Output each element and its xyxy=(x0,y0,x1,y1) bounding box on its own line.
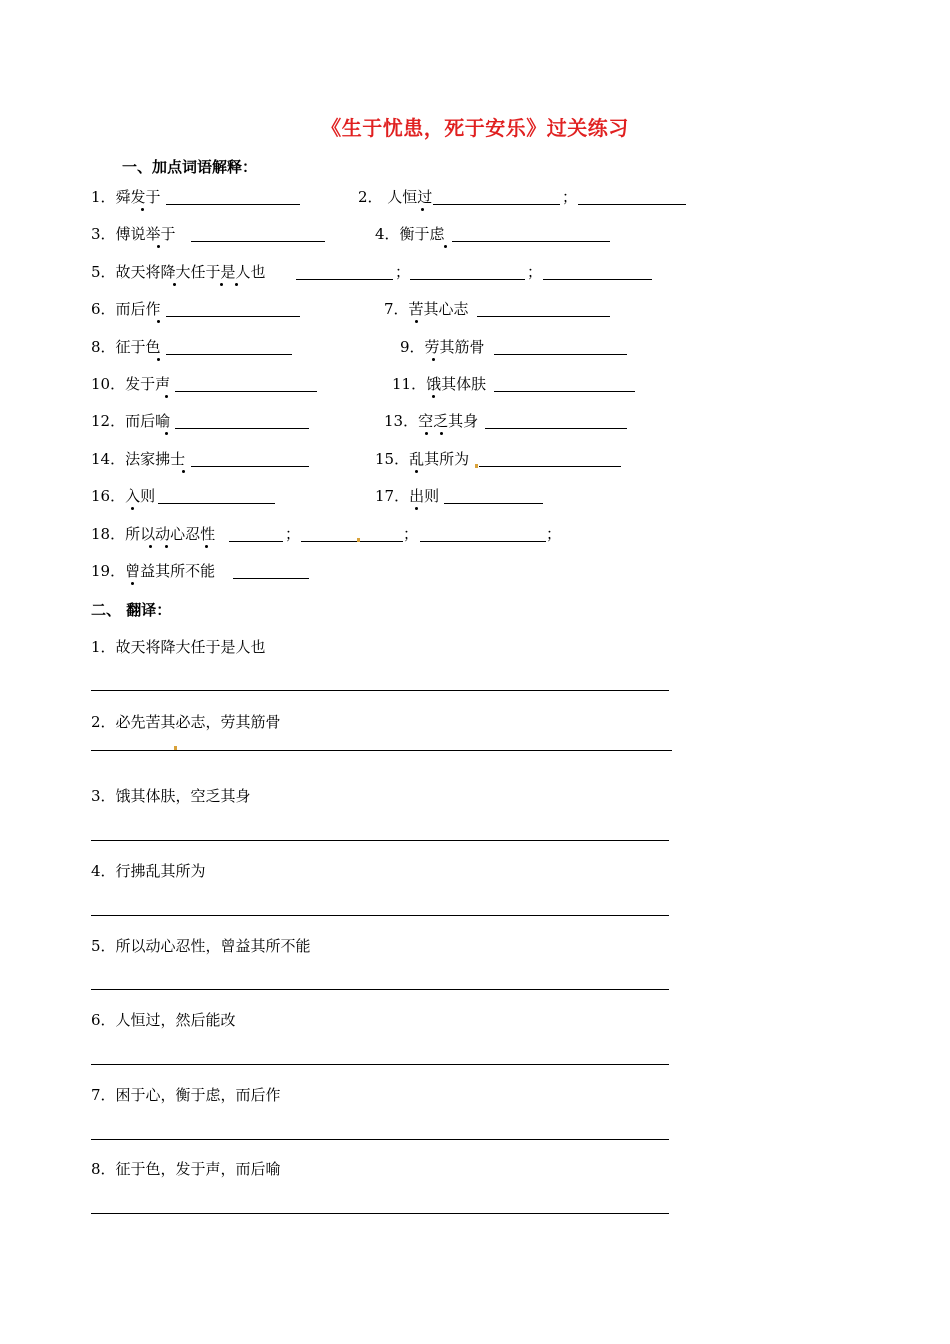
vocab-item-13: 13．空乏其身 xyxy=(384,412,479,430)
emphasis-dot xyxy=(415,320,418,323)
emphasis-dot xyxy=(141,208,144,211)
answer-blank[interactable] xyxy=(191,466,309,467)
answer-line[interactable] xyxy=(91,1064,669,1065)
section-heading-vocab: 一、加点词语解释： xyxy=(122,158,258,176)
vocab-item-19: 19．曾益其所不能 xyxy=(91,562,216,580)
highlight-mark xyxy=(174,746,177,750)
emphasis-dot xyxy=(165,395,168,398)
emphasis-dot xyxy=(432,395,435,398)
answer-line[interactable] xyxy=(91,840,669,841)
translate-item-1: 1．故天将降大任于是人也 xyxy=(91,638,266,656)
translate-item-5: 5．所以动心忍性，曾益其所不能 xyxy=(91,937,311,955)
highlight-mark xyxy=(357,538,360,542)
answer-line[interactable] xyxy=(91,989,669,990)
answer-blank[interactable] xyxy=(479,466,621,467)
separator: ； xyxy=(285,525,301,543)
emphasis-dot xyxy=(425,432,428,435)
answer-line[interactable] xyxy=(91,1213,669,1214)
emphasis-dot xyxy=(173,283,176,286)
vocab-item-14: 14．法家拂士 xyxy=(91,450,186,468)
answer-blank[interactable] xyxy=(301,541,403,542)
emphasis-dot xyxy=(157,358,160,361)
translate-item-7: 7．困于心，衡于虑，而后作 xyxy=(91,1086,281,1104)
answer-blank[interactable] xyxy=(410,279,525,280)
separator: ； xyxy=(395,263,411,281)
highlight-mark xyxy=(475,464,478,468)
answer-blank[interactable] xyxy=(494,354,627,355)
vocab-item-4: 4．衡于虑 xyxy=(375,225,445,243)
vocab-item-7: 7．苦其心志 xyxy=(384,300,469,318)
vocab-item-3: 3．傅说举于 xyxy=(91,225,176,243)
emphasis-dot xyxy=(415,470,418,473)
vocab-item-11: 11．饿其体肤 xyxy=(392,375,487,393)
vocab-item-17: 17．出则 xyxy=(375,487,440,505)
emphasis-dot xyxy=(157,320,160,323)
answer-blank[interactable] xyxy=(296,279,393,280)
emphasis-dot xyxy=(432,358,435,361)
emphasis-dot xyxy=(131,507,134,510)
answer-blank[interactable] xyxy=(485,428,627,429)
answer-blank[interactable] xyxy=(433,204,560,205)
answer-blank[interactable] xyxy=(452,241,610,242)
answer-blank[interactable] xyxy=(191,241,325,242)
emphasis-dot xyxy=(440,432,443,435)
emphasis-dot xyxy=(444,245,447,248)
translate-item-6: 6．人恒过，然后能改 xyxy=(91,1011,236,1029)
vocab-item-6: 6．而后作 xyxy=(91,300,161,318)
emphasis-dot xyxy=(165,432,168,435)
translate-item-3: 3．饿其体肤，空乏其身 xyxy=(91,787,251,805)
answer-blank[interactable] xyxy=(233,578,309,579)
vocab-item-10: 10．发于声 xyxy=(91,375,171,393)
answer-blank[interactable] xyxy=(420,541,546,542)
answer-blank[interactable] xyxy=(578,204,686,205)
answer-blank[interactable] xyxy=(175,428,309,429)
answer-blank[interactable] xyxy=(543,279,652,280)
emphasis-dot xyxy=(131,582,134,585)
emphasis-dot xyxy=(165,545,168,548)
answer-line[interactable] xyxy=(91,690,669,691)
answer-line[interactable] xyxy=(91,915,669,916)
vocab-item-1: 1．舜发于 xyxy=(91,188,161,206)
translate-item-4: 4．行拂乱其所为 xyxy=(91,862,206,880)
vocab-item-8: 8．征于色 xyxy=(91,338,161,356)
answer-blank[interactable] xyxy=(166,354,292,355)
translate-item-8: 8．征于色，发于声，而后喻 xyxy=(91,1160,281,1178)
answer-blank[interactable] xyxy=(158,503,275,504)
answer-blank[interactable] xyxy=(166,204,300,205)
separator: ； xyxy=(527,263,543,281)
answer-blank[interactable] xyxy=(175,391,317,392)
emphasis-dot xyxy=(415,507,418,510)
emphasis-dot xyxy=(220,283,223,286)
answer-line[interactable] xyxy=(91,1139,669,1140)
emphasis-dot xyxy=(421,208,424,211)
answer-blank[interactable] xyxy=(229,541,283,542)
vocab-item-5: 5．故天将降大任于是人也 xyxy=(91,263,266,281)
section-heading-translate: 二、 翻译： xyxy=(91,601,172,619)
answer-line[interactable] xyxy=(91,750,672,751)
vocab-item-9: 9．劳其筋骨 xyxy=(400,338,485,356)
page-title: 《生于忧患，死于安乐》过关练习 xyxy=(321,116,629,140)
vocab-item-16: 16．入则 xyxy=(91,487,156,505)
translate-item-2: 2．必先苦其必志，劳其筋骨 xyxy=(91,713,281,731)
emphasis-dot xyxy=(205,545,208,548)
separator: ； xyxy=(403,525,419,543)
emphasis-dot xyxy=(157,245,160,248)
emphasis-dot xyxy=(182,470,185,473)
emphasis-dot xyxy=(149,545,152,548)
separator: ； xyxy=(546,525,562,543)
answer-blank[interactable] xyxy=(166,316,300,317)
vocab-item-2: 2． 人恒过 xyxy=(358,188,433,206)
vocab-item-15: 15．乱其所为 xyxy=(375,450,470,468)
vocab-item-12: 12．而后喻 xyxy=(91,412,171,430)
answer-blank[interactable] xyxy=(444,503,543,504)
emphasis-dot xyxy=(235,283,238,286)
vocab-item-18: 18．所以动心忍性 xyxy=(91,525,216,543)
answer-blank[interactable] xyxy=(494,391,635,392)
separator: ； xyxy=(562,188,578,206)
answer-blank[interactable] xyxy=(477,316,610,317)
